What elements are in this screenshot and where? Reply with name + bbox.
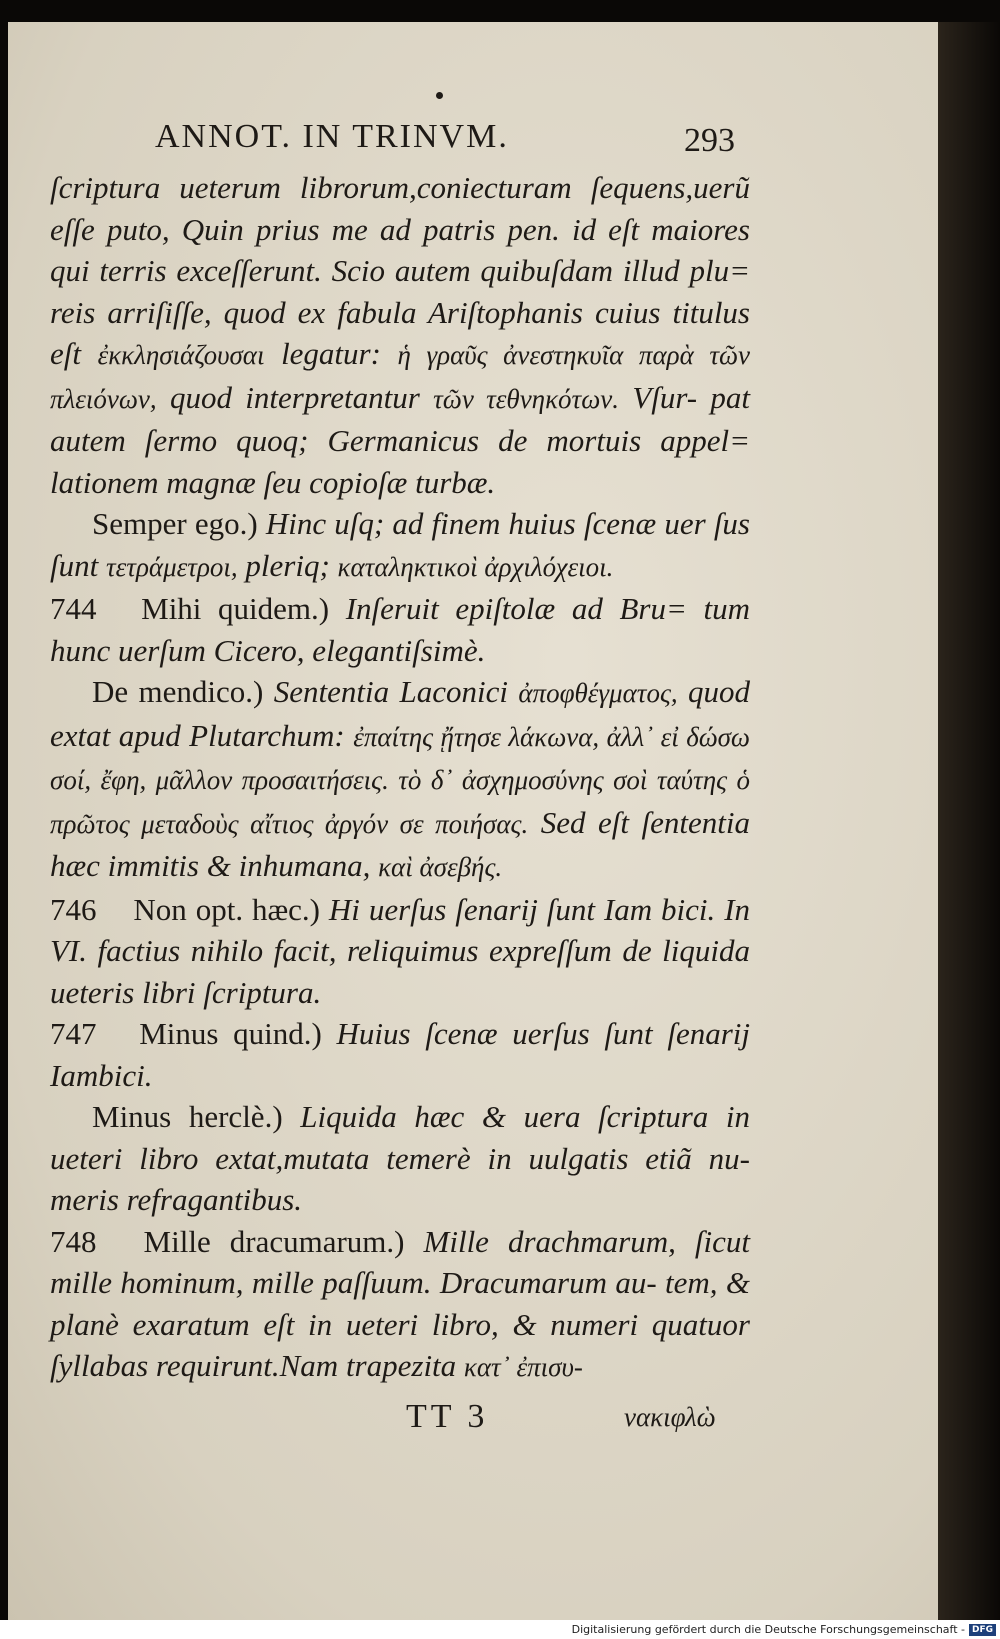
text-run: Sed eſt ſententia hæc immitis & inhumana,	[50, 804, 751, 883]
running-head: ANNOT. IN TRINVM.	[155, 118, 509, 155]
paragraph	[50, 588, 750, 671]
greek-text: ἀποφθέγματος,	[518, 678, 678, 708]
lemma: Minus herclè.)	[92, 1099, 283, 1134]
text-run: legatur:	[281, 336, 381, 371]
greek-text: καταληκτικοὶ ἀρχιλόχειοι.	[337, 551, 614, 582]
greek-text: ἐκκλησιάζουσαι	[97, 340, 265, 370]
signature-mark: TT 3	[406, 1398, 489, 1435]
lemma: Mille dracumarum.)	[143, 1223, 405, 1259]
text-run: Hi uerſus ſenarij ſunt Iam bici. In VI. factius nihilo facit, reliquimus expreſſum de liquida ueteris libri ſcriptura.	[50, 891, 751, 1010]
page-number: 293	[684, 122, 735, 159]
paragraph	[50, 1221, 750, 1389]
text-run: quod interpretantur	[169, 379, 420, 415]
lemma: Mihi quidem.)	[141, 591, 330, 626]
lemma: Semper ego.)	[92, 506, 258, 541]
greek-text: κατ᾽ ἐπισυ-	[463, 1352, 583, 1382]
lemma: Non opt. hæc.)	[133, 891, 320, 927]
text-run: ſcriptura ueterum librorum,coniecturam ſequens,uerũ eſſe puto, Quin prius me ad patris pen. id eſt maiores qui terris exceſſerunt. Scio autem quibuſdam illud plu= reis arriſiſſe, quod ex fabula Ariſtophanis cuius titulus eſt	[50, 170, 750, 371]
text-run: Vſur- pat autem ſermo quoq; Germanicus de mortuis appel= lationem magnæ ſeu copioſæ turbæ.	[50, 379, 751, 500]
paragraph	[50, 1013, 750, 1096]
verse-number: 744	[50, 591, 97, 626]
commentary-text	[50, 167, 750, 1389]
lemma: Minus quind.)	[139, 1016, 322, 1051]
ornament-dot	[436, 92, 443, 99]
footer-text: Digitalisierung gefördert durch die Deutsche Forschungsgemeinschaft -	[571, 1623, 965, 1636]
text-run: Liquida hæc & uera ſcriptura in ueteri libro extat,mutata temerè in uulgatis etiã nu- meris refragantibus.	[50, 1099, 751, 1217]
text-run: quod extat apud Plutarchum:	[50, 674, 751, 753]
verse-number: 747	[50, 1016, 97, 1051]
text-run: Inſeruit epiſtolæ ad Bru= tum hunc uerſum Cicero, elegantiſsimè.	[50, 591, 750, 668]
greek-text: τῶν τεθνηκότων.	[433, 383, 619, 414]
catchword: νακιφλὼ	[624, 1402, 716, 1432]
paragraph	[50, 671, 750, 889]
greek-text: ἐπαίτης ᾔτησε λάκωνα, ἀλλ᾽ εἰ δώσω σοί, ἔφη, μᾶλλον προσαιτήσεις. τὸ δ᾽ ἀσχημοσύνης σοὶ ταύτης ὁ πρῶτος μεταδοὺς αἴτιος ἀργόν σε ποιήσας.	[50, 721, 750, 839]
text-run: Huius ſcenæ uerſus ſunt ſenarij Iambici.	[50, 1016, 751, 1093]
verse-number: 746	[50, 891, 97, 927]
lemma: De mendico.)	[92, 674, 264, 709]
binding-gutter	[938, 22, 1000, 1620]
paragraph	[50, 503, 750, 588]
text-run: Hinc uſq; ad finem huius ſcenæ uer ſus ſunt	[50, 506, 750, 583]
greek-text: καὶ ἀσεβής.	[378, 852, 503, 882]
paragraph	[50, 167, 750, 503]
text-run: Mille drachmarum, ſicut mille hominum, mille paſſuum. Dracumarum au- tem, & planè exaratum eſt in ueteri libro, & numeri quatuor ſyllabas requirunt.Nam trapezita	[50, 1223, 751, 1383]
verse-number: 748	[50, 1223, 97, 1259]
paragraph	[50, 1096, 750, 1221]
dfg-logo: DFG	[969, 1624, 996, 1636]
greek-text: ἡ γραῦς ἀνεστηκυῖα παρὰ τῶν πλειόνων,	[50, 340, 751, 414]
greek-text: τετράμετροι,	[105, 551, 238, 582]
text-run: pleriq;	[245, 547, 330, 583]
paragraph	[50, 889, 750, 1014]
text-run: Sententia Laconici	[273, 674, 508, 709]
digitization-footer	[572, 1623, 996, 1636]
